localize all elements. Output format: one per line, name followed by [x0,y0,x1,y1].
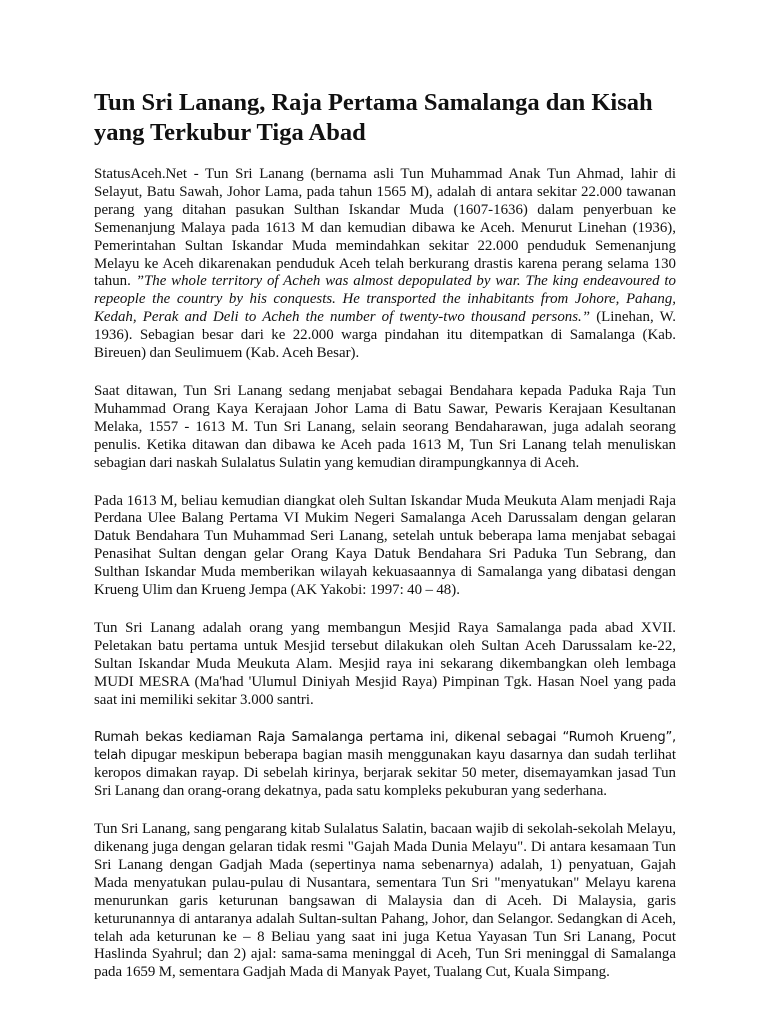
paragraph-1 [94,166,676,363]
document-page [94,88,676,1002]
paragraph-3: Pada 1613 M, beliau kemudian diangkat oleh Sultan Iskandar Muda Meukuta Alam menjadi Raja Perdana Ulee Balang Pertama VI Mukim Negeri Samalanga Aceh Darussalam dengan gelaran Datuk Bendahara Tun Muhammad Seri Lanang, setelah untuk beberapa lama menjabat sebagai Penasihat Sultan dengan gelar Orang Kaya Datuk Bendahara Sri Paduka Tun Sebrang, dan Sulthan Iskandar Muda memberikan wilayah kekuasaannya di Samalanga yang dibatasi dengan Krueng Ulim dan Krueng Jempa (AK Yakobi: 1997: 40 – 48). [94,492,676,599]
paragraph-2: Saat ditawan, Tun Sri Lanang sedang menjabat sebagai Bendahara kepada Paduka Raja Tun Muhammad Orang Kaya Kerajaan Johor Lama di Batu Sawar, Pewaris Kerajaan Kesultanan Melaka, 1557 - 1613 M. Tun Sri Lanang, selain seorang Bendaharawan, juga adalah seorang penulis. Ketika ditawan dan dibawa ke Aceh pada 1613 M, Tun Sri Lanang telah menuliskan sebagian dari naskah Sulalatus Sulatin yang kemudian dirampungkannya di Aceh. [94,382,676,471]
paragraph-4: Tun Sri Lanang adalah orang yang membangun Mesjid Raya Samalanga pada abad XVII. Peletakan batu pertama untuk Mesjid tersebut dilakukan oleh Sultan Aceh Darussalam ke-22, Sultan Iskandar Muda Meukuta Alam. Mesjid raya ini sekarang dikembangkan oleh lembaga MUDI MESRA (Ma'had 'Ulumul Diniyah Mesjid Raya) Pimpinan Tgk. Hasan Noel yang pada saat ini memiliki sekitar 3.000 santri. [94,619,676,708]
article-title: Tun Sri Lanang, Raja Pertama Samalanga dan Kisah yang Terkubur Tiga Abad [94,89,653,146]
paragraph-6: Tun Sri Lanang, sang pengarang kitab Sulalatus Salatin, bacaan wajib di sekolah-sekolah Melayu, dikenang juga dengan gelaran tidak resmi "Gajah Mada Dunia Melayu". Di antara kesamaan Tun Sri Lanang dengan Gadjah Mada (sepertinya nama sebenarnya) adalah, 1) penyatuan, Gajah Mada menyatukan pulau-pulau di Nusantara, sementara Tun Sri "menyatukan" Melayu karena menurunkan garis keturunan bangsawan di Malaysia dan di Aceh. Di Malaysia, garis keturunannya di antaranya adalah Sultan-sultan Pahang, Johor, dan Selangor. Sedangkan di Aceh, telah ada keturunan ke – 8 Beliau yang saat ini juga Ketua Yayasan Tun Sri Lanang, Pocut Haslinda Syahrul; dan 2) ajal: sama-sama meninggal di Aceh, Tun Sri meninggal di Samalanga pada 1659 M, sementara Gadjah Mada di Manyak Payet, Tualang Cut, Kuala Simpang. [94,821,676,981]
paragraph-1-text: StatusAceh.Net - Tun Sri Lanang (bernama asli Tun Muhammad Anak Tun Ahmad, lahir di Selayut, Batu Sawah, Johor Lama, pada tahun 1565 M), adalah di antara sekitar 22.000 tawanan perang yang ditahan pasukan Sulthan Iskandar Muda (1607-1636) dalam penyerbuan ke Semenanjung Malaya pada 1613 M dan kemudian dibawa ke Aceh. Menurut Linehan (1936), Pemerintahan Sultan Iskandar Muda memindahkan sekitar 22.000 penduduk Semenanjung Melayu ke Aceh dikarenakan penduduk Aceh telah berkurang drastis karena perang selama 130 tahun. [94,166,676,290]
linehan-quote: ”The whole territory of Acheh was almost depopulated by war. The king endeavoured to repeople the country by his conquests. He transported the inhabitants from Johore, Pahang, Kedah, Perak and Deli to Acheh the number of twenty-two thousand persons.” [94,273,676,326]
paragraph-5-text: dipugar meskipun beberapa bagian masih menggunakan kayu dasarnya dan sudah terlihat keropos dimakan rayap. Di sebelah kirinya, berjarak sekitar 50 meter, disemayamkan jasad Tun Sri Lanang dan orang-orang dekatnya, pada satu kompleks pekuburan yang sederhana. [94,747,676,800]
paragraph-5 [94,729,676,801]
paragraph-1-tail: (Linehan, W. 1936). Sebagian besar dari ke 22.000 warga pindahan itu ditempatkan di Samalanga (Kab. Bireuen) dan Seulimuem (Kab. Aceh Besar). [94,309,676,362]
paragraph-5-sans-text: Rumah bekas kediaman Raja Samalanga pertama ini, dikenal sebagai “Rumoh Krueng”, telah [94,730,676,764]
